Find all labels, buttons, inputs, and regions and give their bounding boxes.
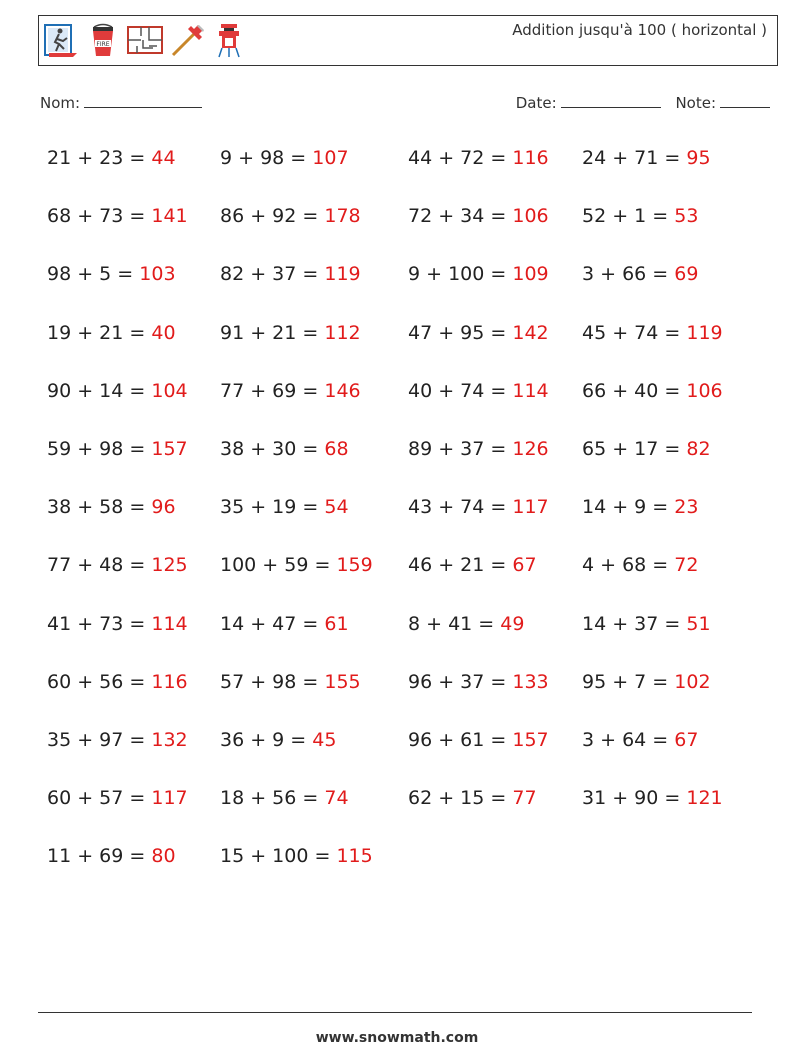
problem-expression: 59 + 98 = [47,438,146,460]
floor-plan-icon [127,22,163,58]
problem-expression: 68 + 73 = [47,205,146,228]
worksheet-title: Addition jusqu'à 100 ( horizontal ) [512,21,767,39]
addition-problem [47,322,176,344]
problem-answer: 95 [686,147,711,169]
problem-expression: 86 + 92 = [220,205,319,228]
fire-hydrant-icon [211,22,247,58]
problem-answer: 68 [324,438,349,460]
problem-expression: 62 + 15 = [408,787,507,810]
fire-bucket-icon [85,22,121,58]
problem-expression: 82 + 37 = [220,263,319,286]
addition-problem [47,205,188,227]
addition-problem [408,496,549,518]
problem-answer: 112 [324,321,361,344]
problem-expression: 66 + 40 = [582,379,681,402]
problem-answer: 40 [151,321,176,344]
problem-expression: 15 + 100 = [220,845,331,868]
problem-expression: 3 + 64 = [582,729,669,751]
problem-answer: 74 [324,787,349,810]
problem-answer: 178 [324,205,361,228]
addition-problem [47,496,176,518]
problem-expression: 9 + 98 = [220,147,307,169]
problem-expression: 43 + 74 = [408,496,507,519]
problem-expression: 60 + 56 = [47,670,146,693]
addition-problem [582,787,723,809]
problem-answer: 106 [686,379,723,402]
addition-problem [47,671,188,693]
problem-answer: 133 [512,670,549,693]
problem-expression: 95 + 7 = [582,670,669,693]
problem-expression: 14 + 9 = [582,496,669,519]
problem-expression: 100 + 59 = [220,554,331,577]
problem-expression: 19 + 21 = [47,321,146,344]
problem-answer: 109 [512,263,549,286]
problem-expression: 35 + 19 = [220,496,319,519]
addition-problem [582,263,698,285]
problem-answer: 121 [686,787,723,810]
header-icons [43,22,247,58]
problem-answer: 141 [151,205,188,228]
addition-problem [47,438,188,460]
problem-expression: 44 + 72 = [408,147,507,169]
addition-problem [220,613,349,635]
svg-text:FIRE: FIRE [96,41,110,48]
problem-answer: 126 [512,438,549,460]
problem-expression: 36 + 9 = [220,729,307,751]
problem-expression: 77 + 48 = [47,554,146,577]
problem-answer: 61 [324,612,349,635]
addition-problem [582,729,698,751]
name-field [40,93,202,112]
addition-problem [582,671,711,693]
problem-expression: 24 + 71 = [582,147,681,169]
addition-problem [408,729,549,751]
fire-axe-icon [169,22,205,58]
problem-answer: 23 [674,496,699,519]
problem-answer: 119 [324,263,361,286]
note-blank [720,93,770,108]
addition-problem [220,554,373,576]
addition-problem [220,496,349,518]
addition-problem [220,205,361,227]
problem-answer: 67 [674,729,699,751]
problem-answer: 103 [139,263,176,286]
addition-problem [220,729,336,751]
addition-problem [408,147,549,169]
addition-problem [408,438,549,460]
problem-answer: 132 [151,729,188,751]
problem-expression: 52 + 1 = [582,205,669,228]
problem-answer: 80 [151,845,176,868]
problem-expression: 96 + 37 = [408,670,507,693]
problem-answer: 96 [151,496,176,519]
problem-answer: 119 [686,321,723,344]
problem-expression: 3 + 66 = [582,263,669,286]
problem-expression: 41 + 73 = [47,612,146,635]
problem-answer: 49 [500,612,525,635]
addition-problem [408,671,549,693]
addition-problem [408,263,549,285]
addition-problem [408,787,537,809]
addition-problem [582,380,723,402]
addition-problem [220,438,349,460]
addition-problem [47,845,176,867]
problem-answer: 142 [512,321,549,344]
footer-website: www.snowmath.com [315,1030,479,1046]
addition-problem [582,205,698,227]
addition-problem [220,147,349,169]
problem-expression: 60 + 57 = [47,787,146,810]
problem-answer: 157 [512,729,549,751]
addition-problem [220,322,361,344]
addition-problem [220,671,361,693]
addition-problem [47,787,188,809]
addition-problem [220,263,361,285]
addition-problem [408,613,524,635]
addition-problem [220,787,349,809]
addition-problem [408,380,549,402]
problem-expression: 65 + 17 = [582,438,681,460]
problem-expression: 46 + 21 = [408,554,507,577]
problem-answer: 107 [312,147,349,169]
problem-expression: 57 + 98 = [220,670,319,693]
problem-answer: 155 [324,670,361,693]
problem-expression: 14 + 47 = [220,612,319,635]
problem-expression: 35 + 97 = [47,729,146,751]
problem-expression: 47 + 95 = [408,321,507,344]
fire-exit-icon [43,22,79,58]
problem-expression: 14 + 37 = [582,612,681,635]
addition-problem [220,380,361,402]
addition-problem [47,729,188,751]
problem-expression: 72 + 34 = [408,205,507,228]
problem-answer: 115 [336,845,373,868]
addition-problem [582,147,711,169]
footer-divider [38,1012,752,1013]
problem-answer: 51 [686,612,711,635]
problem-expression: 98 + 5 = [47,263,134,286]
problem-answer: 102 [674,670,711,693]
problem-answer: 72 [674,554,699,577]
problem-answer: 116 [512,147,549,169]
problem-expression: 8 + 41 = [408,612,495,635]
problem-answer: 45 [312,729,337,751]
addition-problem [582,496,698,518]
problem-answer: 44 [151,147,176,169]
addition-problem [220,845,373,867]
problem-expression: 21 + 23 = [47,147,146,169]
name-label: Nom: [40,94,81,112]
problem-expression: 89 + 37 = [408,438,507,460]
addition-problem [408,322,549,344]
addition-problem [47,380,188,402]
problem-answer: 77 [512,787,537,810]
date-note-fields [516,93,770,112]
problem-answer: 114 [151,612,188,635]
problem-expression: 96 + 61 = [408,729,507,751]
problem-expression: 45 + 74 = [582,321,681,344]
problem-answer: 69 [674,263,699,286]
problem-expression: 40 + 74 = [408,379,507,402]
problem-answer: 157 [151,438,188,460]
worksheet-header [38,15,778,66]
addition-problem [582,554,698,576]
problem-expression: 18 + 56 = [220,787,319,810]
problem-expression: 91 + 21 = [220,321,319,344]
problem-answer: 159 [336,554,373,577]
addition-problem [47,554,188,576]
addition-problem [408,205,549,227]
problem-expression: 31 + 90 = [582,787,681,810]
addition-problem [408,554,537,576]
problem-expression: 38 + 30 = [220,438,319,460]
problem-answer: 117 [512,496,549,519]
addition-problem [47,613,188,635]
problem-expression: 11 + 69 = [47,845,146,868]
problem-answer: 146 [324,379,361,402]
addition-problem [582,613,711,635]
problem-expression: 9 + 100 = [408,263,507,286]
addition-problem [47,147,176,169]
addition-problem [47,263,176,285]
problem-answer: 125 [151,554,188,577]
date-label: Date: [515,94,557,112]
problem-answer: 114 [512,379,549,402]
addition-problem [582,322,723,344]
problem-answer: 82 [686,438,711,460]
problem-expression: 90 + 14 = [47,379,146,402]
problem-expression: 77 + 69 = [220,379,319,402]
problem-answer: 104 [151,379,188,402]
problem-answer: 106 [512,205,549,228]
name-blank [84,93,202,108]
problem-expression: 4 + 68 = [582,554,669,577]
problem-answer: 67 [512,554,537,577]
date-blank [561,93,661,108]
problem-answer: 117 [151,787,188,810]
problem-expression: 38 + 58 = [47,496,146,519]
addition-problem [582,438,711,460]
note-label: Note: [675,94,716,112]
problem-answer: 54 [324,496,349,519]
problem-answer: 53 [674,205,699,228]
problem-answer: 116 [151,670,188,693]
